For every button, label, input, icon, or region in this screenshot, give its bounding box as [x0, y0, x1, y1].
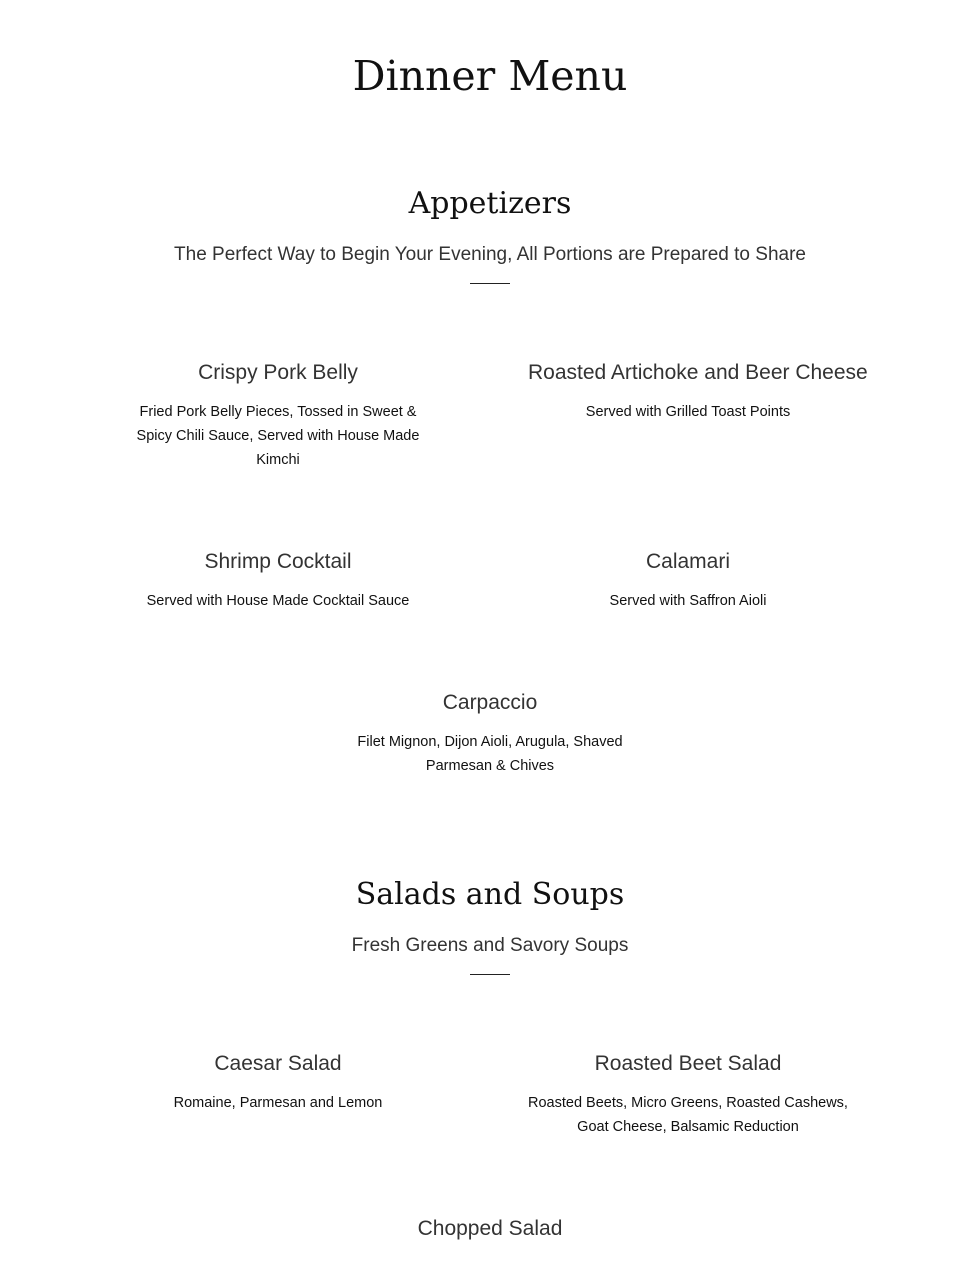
menu-item-roasted-artichoke — [528, 360, 868, 424]
page-title: Dinner Menu — [352, 52, 628, 100]
item-description: Roasted Beets, Micro Greens, Roasted Cashews, Goat Cheese, Balsamic Reduction — [528, 1095, 848, 1135]
menu-item-roasted-beet-salad — [528, 1051, 848, 1139]
item-name: Carpaccio — [442, 691, 538, 714]
item-name: Chopped Salad — [417, 1217, 563, 1240]
section-divider-appetizers — [470, 283, 510, 284]
section-subtitle-salads-soups: Fresh Greens and Savory Soups — [351, 935, 629, 956]
item-name: Caesar Salad — [214, 1052, 342, 1075]
section-divider-salads-soups — [470, 974, 510, 975]
item-name: Crispy Pork Belly — [198, 361, 358, 384]
section-title-appetizers: Appetizers — [408, 186, 572, 221]
item-name: Calamari — [645, 550, 731, 573]
item-description: Filet Mignon, Dijon Aioli, Arugula, Shaved Parmesan & Chives — [357, 734, 623, 774]
section-title-salads-soups: Salads and Soups — [355, 877, 625, 912]
item-description: Fried Pork Belly Pieces, Tossed in Sweet & Spicy Chili Sauce, Served with House Made Kimchi — [136, 404, 420, 468]
item-name: Roasted Artichoke and Beer Cheese — [528, 361, 868, 384]
menu-item-carpaccio — [340, 690, 640, 778]
item-description: Served with Saffron Aioli — [609, 593, 767, 609]
item-name: Roasted Beet Salad — [594, 1052, 782, 1075]
menu-item-caesar-salad — [128, 1051, 428, 1115]
menu-item-calamari — [528, 549, 848, 613]
menu-item-shrimp-cocktail — [128, 549, 428, 613]
item-description: Served with Grilled Toast Points — [585, 404, 791, 420]
menu-item-chopped-salad — [340, 1216, 640, 1256]
item-name: Shrimp Cocktail — [204, 550, 352, 573]
menu-item-crispy-pork-belly — [128, 360, 428, 472]
item-description: Romaine, Parmesan and Lemon — [173, 1095, 383, 1111]
section-subtitle-appetizers: The Perfect Way to Begin Your Evening, All Portions are Prepared to Share — [174, 244, 806, 265]
item-description: Served with House Made Cocktail Sauce — [146, 593, 410, 609]
